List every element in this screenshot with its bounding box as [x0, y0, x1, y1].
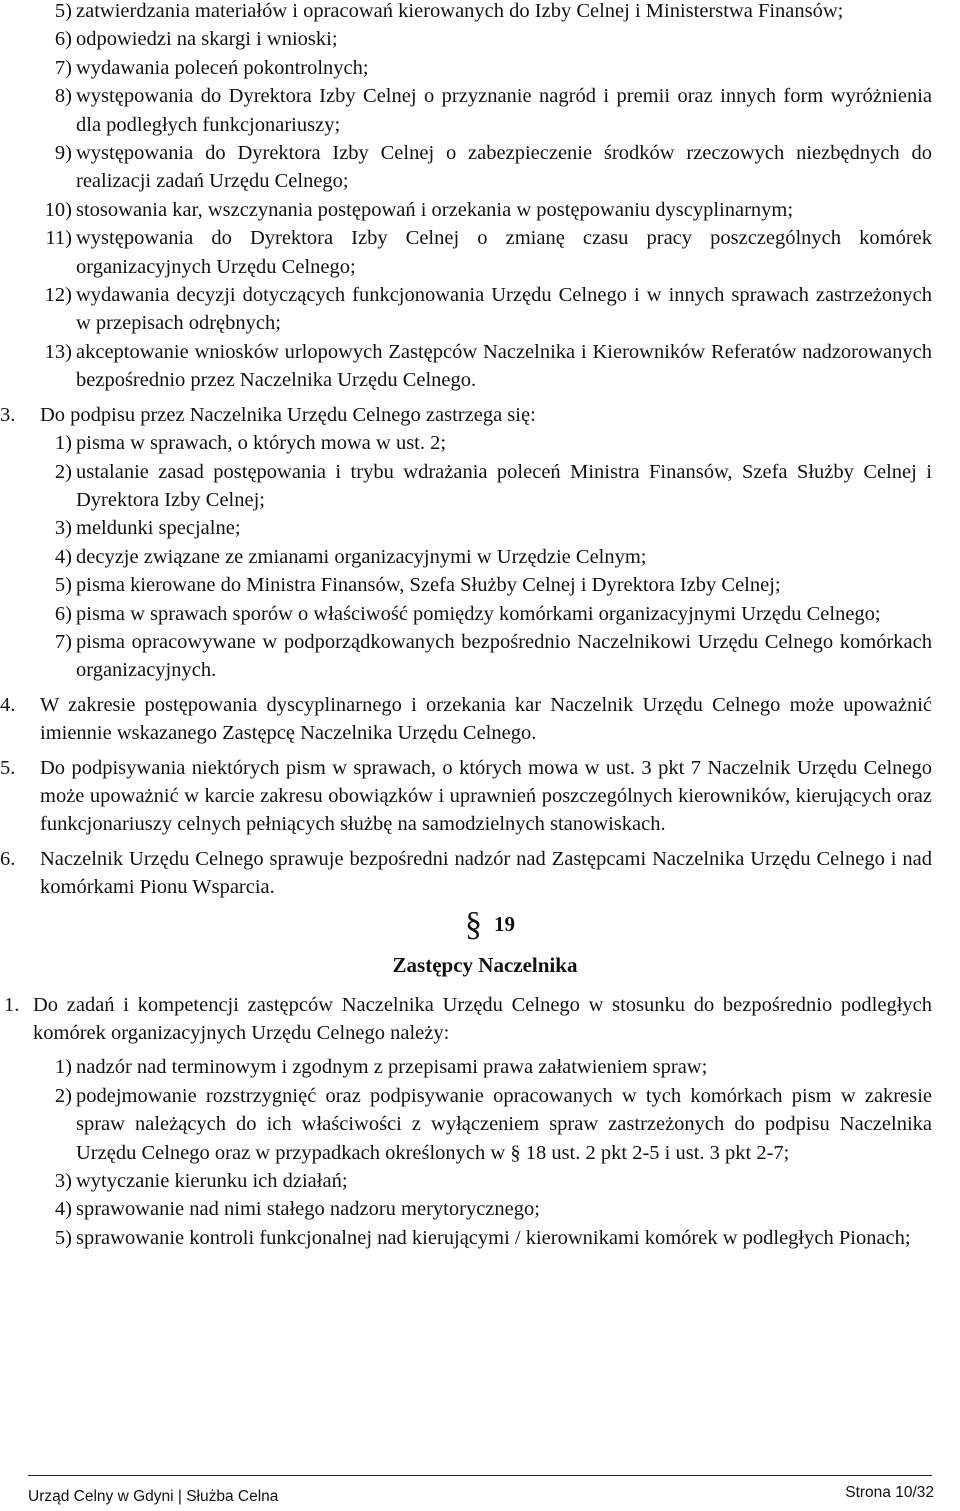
item-number: 12): [44, 284, 72, 307]
item-text: podejmowanie rozstrzygnięć oraz podpisywanie opracowanych w tych komórkach pism w zakresie spraw należących do ich właściwości z wyłączeniem spraw zastrzeżonych do podpisu Naczelnika Urzędu Celnego oraz w przypadkach określonych w § 18 ust. 2 pkt 2-5 i ust. 3 pkt 2-7;: [76, 1084, 932, 1164]
point-number: 1.: [4, 993, 20, 1016]
list-item: [0, 139, 960, 196]
item-text: występowania do Dyrektora Izby Celnej o przyznanie nagród i premii oraz innych form wyróżnienia dla podległych funkcjonariuszy;: [76, 85, 932, 136]
item-number: 3): [54, 1170, 72, 1193]
item-number: 5): [54, 0, 72, 22]
point-text: Do podpisu przez Naczelnika Urzędu Celnego zastrzega się:: [40, 403, 536, 426]
item-text: występowania do Dyrektora Izby Celnej o zabezpieczenie środków rzeczowych niezbędnych do realizacji zadań Urzędu Celnego;: [76, 142, 932, 193]
item-number: 1): [54, 1056, 72, 1079]
item-text: pisma opracowywane w podporządkowanych bezpośrednio Naczelnikowi Urzędu Celnego komórkach organizacyjnych.: [76, 630, 932, 682]
item-number: 9): [54, 142, 72, 165]
item-text: nadzór nad terminowym i zgodnym z przepisami prawa załatwieniem spraw;: [76, 1056, 708, 1079]
section-title: Zastępcy Naczelnika: [392, 952, 578, 977]
item-text: stosowania kar, wszczynania postępowań i orzekania w postępowaniu dyscyplinarnym;: [76, 198, 794, 221]
paragraph-symbol: §: [465, 905, 482, 943]
section-number-text: 19: [494, 911, 515, 936]
item-number: 2): [54, 1084, 72, 1107]
item-number: 7): [54, 56, 72, 79]
section19-point-1: [0, 991, 960, 1048]
section-point-6: [0, 845, 960, 902]
section-point-5: [0, 754, 960, 839]
list-item: [0, 54, 960, 82]
item-number: 7): [54, 630, 72, 653]
item-number: 1): [54, 432, 72, 455]
item-text: sprawowanie nad nimi stałego nadzoru merytorycznego;: [76, 1198, 540, 1221]
list-item: [0, 1053, 960, 1081]
section-point-4: [0, 691, 960, 748]
page-number: Strona 10/32: [845, 1484, 934, 1501]
item-text: wytyczanie kierunku ich działań;: [76, 1170, 348, 1193]
point-number: 5.: [0, 756, 16, 779]
item-text: decyzje związane ze zmianami organizacyjnymi w Urzędzie Celnym;: [76, 545, 647, 568]
item-text: akceptowanie wniosków urlopowych Zastępców Naczelnika i Kierowników Referatów nadzorowanych bezpośrednio przez Naczelnika Urzędu Celnego.: [76, 340, 932, 392]
item-number: 13): [44, 340, 72, 363]
item-number: 5): [54, 574, 72, 597]
point-number: 3.: [0, 403, 16, 426]
item-number: 2): [54, 460, 72, 483]
item-number: 4): [54, 1198, 72, 1221]
list-item: [0, 0, 960, 25]
item-number: 11): [45, 227, 72, 250]
list-item: [0, 628, 960, 685]
list-item: [0, 429, 960, 457]
item-text: pisma w sprawach sporów o właściwość pomiędzy komórkami organizacyjnymi Urzędu Celnego;: [76, 602, 881, 625]
list-item: [0, 458, 960, 515]
footer-divider: [28, 1475, 932, 1476]
item-number: 6): [54, 602, 72, 625]
list-item: [0, 514, 960, 542]
footer-org: Urząd Celny w Gdyni | Służba Celna: [28, 1488, 279, 1505]
point-text: Do podpisywania niektórych pism w sprawach, o których mowa w ust. 3 pkt 7 Naczelnik Urzędu Celnego może upoważnić w karcie zakresu obowiązków i uprawnień poszczególnych kierowników, kierujących oraz funkcjonariuszy celnych pełniących służbę na samodzielnych stanowiskach.: [40, 756, 932, 836]
list-item: [0, 543, 960, 571]
list-item: [0, 82, 960, 139]
item-number: 3): [54, 517, 72, 540]
list-item: [0, 600, 960, 628]
item-text: wydawania poleceń pokontrolnych;: [76, 56, 369, 79]
item-number: 6): [54, 28, 72, 51]
point-text: Naczelnik Urzędu Celnego sprawuje bezpośredni nadzór nad Zastępcami Naczelnika Urzędu Celnego i nad komórkami Pionu Wsparcia.: [40, 847, 932, 899]
list-item: [0, 1224, 960, 1252]
list-item: [0, 25, 960, 53]
point-number: 6.: [0, 847, 16, 870]
item-number: 4): [54, 545, 72, 568]
item-text: odpowiedzi na skargi i wnioski;: [76, 28, 338, 51]
point-number: 4.: [0, 693, 16, 716]
item-text: wydawania decyzji dotyczących funkcjonowania Urzędu Celnego i w innych sprawach zastrzeżonych w przepisach odrębnych;: [76, 284, 932, 335]
item-text: meldunki specjalne;: [76, 517, 241, 540]
item-text: pisma w sprawach, o których mowa w ust. 2;: [76, 432, 447, 455]
item-text: pisma kierowane do Ministra Finansów, Szefa Służby Celnej i Dyrektora Izby Celnej;: [76, 574, 781, 597]
list-item: [0, 196, 960, 224]
list-item: [0, 1167, 960, 1195]
section-number: [0, 905, 960, 943]
item-number: 8): [54, 85, 72, 108]
list-item: [0, 571, 960, 599]
item-number: 10): [44, 198, 72, 221]
section-point-3: [0, 401, 960, 429]
point-text: Do zadań i kompetencji zastępców Naczelnika Urzędu Celnego w stosunku do bezpośrednio podległych komórek organizacyjnych Urzędu Celnego należy:: [33, 993, 932, 1044]
list-item: [0, 224, 960, 281]
item-number: 5): [54, 1226, 72, 1249]
list-item: [0, 338, 960, 395]
list-item: [0, 1195, 960, 1223]
item-text: sprawowanie kontroli funkcjonalnej nad kierującymi / kierownikami komórek w podległych Pionach;: [76, 1226, 911, 1249]
item-text: ustalanie zasad postępowania i trybu wdrażania poleceń Ministra Finansów, Szefa Służby Celnej i Dyrektora Izby Celnej;: [76, 460, 932, 511]
item-text: zatwierdzania materiałów i opracowań kierowanych do Izby Celnej i Ministerstwa Finansów;: [76, 0, 844, 22]
point-text: W zakresie postępowania dyscyplinarnego i orzekania kar Naczelnik Urzędu Celnego może upoważnić imiennie wskazanego Zastępcę Naczelnika Urzędu Celnego.: [40, 693, 932, 745]
item-text: występowania do Dyrektora Izby Celnej o zmianę czasu pracy poszczególnych komórek organizacyjnych Urzędu Celnego;: [76, 227, 932, 278]
list-item: [0, 1082, 960, 1167]
list-item: [0, 281, 960, 338]
